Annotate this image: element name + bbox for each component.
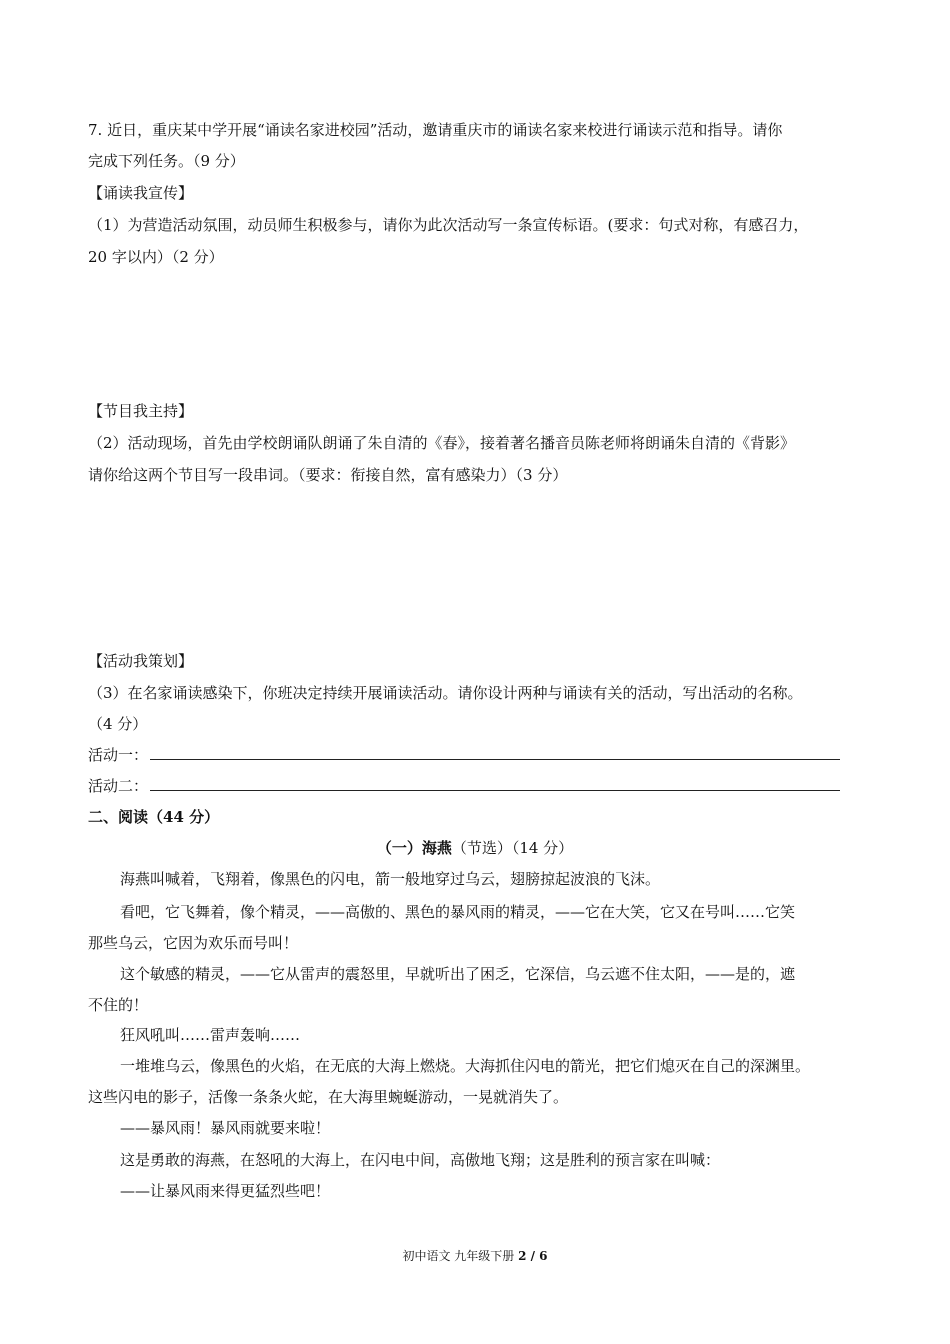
activity-2-answer-blank[interactable]	[150, 776, 840, 791]
activity-2-row	[88, 776, 840, 796]
section-title-plan: 【活动我策划】	[88, 652, 194, 670]
paragraph-line: 不住的！	[88, 996, 149, 1014]
paragraph-line: ——暴风雨！暴风雨就要来啦！	[120, 1119, 331, 1137]
paragraph-line: 海燕叫喊着，飞翔着，像黑色的闪电，箭一般地穿过乌云，翅膀掠起波浪的飞沫。	[120, 870, 661, 888]
passage-title-note: （节选）（14 分）	[451, 839, 574, 857]
q7-stem-line1: 7. 近日，重庆某中学开展“诵读名家进校园”活动，邀请重庆市的诵读名家来校进行诵读示范和指导。请你	[88, 121, 783, 139]
task1-line1: （1）为营造活动氛围，动员师生积极参与，请你为此次活动写一条宣传标语。(要求：句式对称，有感召力，	[88, 216, 809, 234]
activity-2-label: 活动二：	[88, 777, 149, 795]
section-title-host: 【节目我主持】	[88, 402, 194, 420]
paragraph-line: 狂风吼叫……雷声轰响……	[120, 1026, 301, 1044]
task3-line1: （3）在名家诵读感染下，你班决定持续开展诵读活动。请你设计两种与诵读有关的活动，写出活动的名称。	[88, 684, 803, 702]
activity-1-label: 活动一：	[88, 746, 149, 764]
page-number: 2 / 6	[518, 1249, 548, 1263]
task2-line2: 请你给这两个节目写一段串词。（要求：衔接自然，富有感染力）（3 分）	[88, 466, 568, 484]
paragraph-line: 这个敏感的精灵，——它从雷声的震怒里，早就听出了困乏，它深信，乌云遮不住太阳，——是的，遮	[120, 965, 796, 983]
footer-subject: 初中语文 九年级下册	[402, 1249, 519, 1263]
task1-line2: 20 字以内）（2 分）	[88, 248, 224, 266]
paragraph-line: 这是勇敢的海燕，在怒吼的大海上，在闪电中间，高傲地飞翔；这是胜利的预言家在叫喊：	[120, 1151, 721, 1169]
activity-1-answer-blank[interactable]	[150, 745, 840, 760]
q7-stem-line2: 完成下列任务。（9 分）	[88, 152, 245, 170]
paragraph-line: 看吧，它飞舞着，像个精灵，——高傲的、黑色的暴风雨的精灵，——它在大笑，它又在号叫……它笑	[120, 903, 796, 921]
reading-heading: 二、阅读（44 分）	[88, 808, 220, 826]
paragraph-line: 这些闪电的影子，活像一条条火蛇，在大海里蜿蜒游动，一晃就消失了。	[88, 1088, 569, 1106]
paragraph-line: 一堆堆乌云，像黑色的火焰，在无底的大海上燃烧。大海抓住闪电的箭光，把它们熄灭在自己的深渊里。	[120, 1057, 811, 1075]
task2-line1: （2）活动现场，首先由学校朗诵队朗诵了朱自清的《春》，接着著名播音员陈老师将朗诵朱自清的《背影》	[88, 434, 796, 452]
paragraph-line: ——让暴风雨来得更猛烈些吧！	[120, 1182, 331, 1200]
paragraph-line: 那些乌云，它因为欢乐而号叫！	[88, 934, 299, 952]
passage-title	[0, 838, 950, 858]
section-title-promote: 【诵读我宣传】	[88, 184, 194, 202]
activity-1-row	[88, 745, 840, 765]
page-footer	[0, 1246, 950, 1266]
passage-title-main: （一）海燕	[376, 839, 452, 857]
task3-line2: （4 分）	[88, 715, 148, 733]
